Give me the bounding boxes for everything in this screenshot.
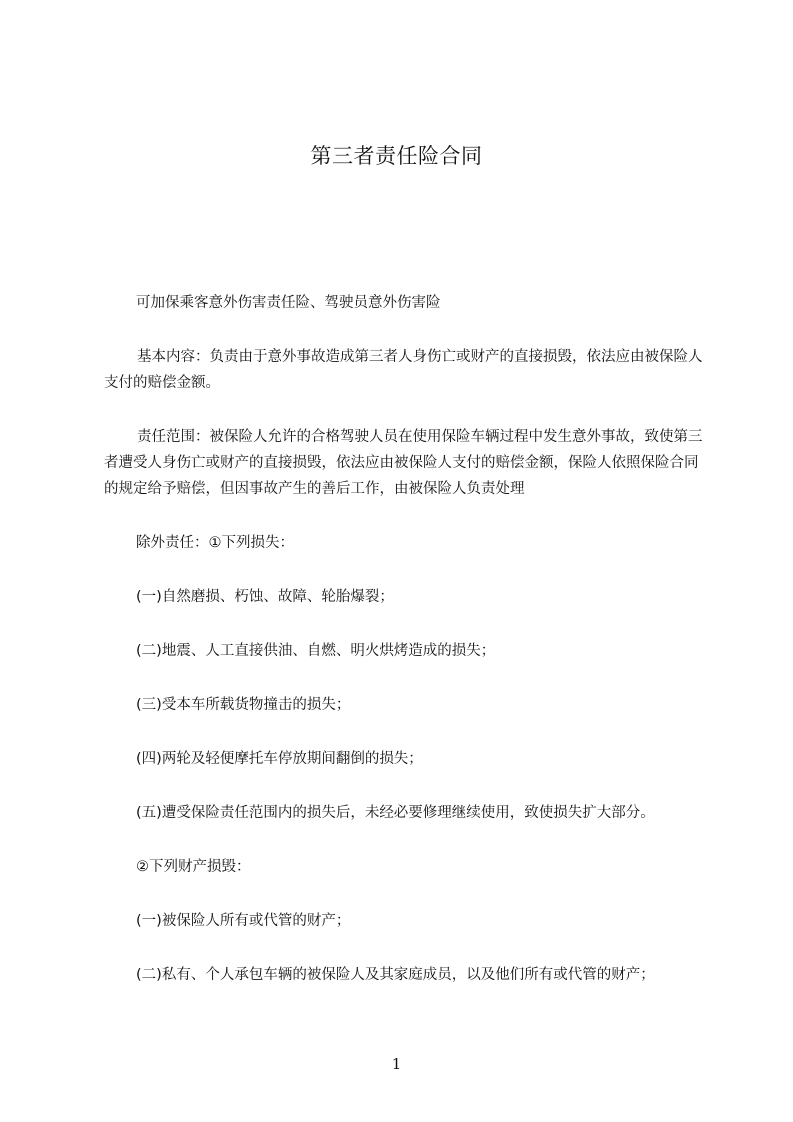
document-title: 第三者责任险合同 [310, 144, 483, 168]
paragraph-additional-coverage: 可加保乘客意外伤害责任险、驾驶员意外伤害险 [136, 295, 441, 311]
list-item: (一)自然磨损、朽蚀、故障、轮胎爆裂； [136, 589, 394, 605]
paragraph-property-damage-heading: ②下列财产损毁： [136, 859, 251, 875]
list-item: (五)遭受保险责任范围内的损失后，未经必要修理继续使用，致使损失扩大部分。 [136, 805, 655, 821]
list-item: (三)受本车所载货物撞击的损失； [136, 697, 351, 713]
list-item: (一)被保险人所有或代管的财产； [136, 913, 351, 929]
page-number: 1 [391, 1055, 402, 1073]
list-item: (四)两轮及轻便摩托车停放期间翻倒的损失； [136, 751, 423, 767]
list-item: (二)私有、个人承包车辆的被保险人及其家庭成员，以及他们所有或代管的财产； [136, 967, 655, 983]
list-item: (二)地震、人工直接供油、自燃、明火烘烤造成的损失； [136, 643, 496, 659]
paragraph-liability-scope: 责任范围：被保险人允许的合格驾驶人员在使用保险车辆过程中发生意外事故，致使第三者遭受人身伤亡或财产的直接损毁，依法应由被保险人支付的赔偿金额，保险人依照保险合同的规定给予赔偿，但因事故产生的善后工作，由被保险人负责处理 [104, 429, 703, 497]
paragraph-basic-content: 基本内容：负责由于意外事故造成第三者人身伤亡或财产的直接损毁，依法应由被保险人支付的赔偿金额。 [104, 349, 703, 391]
document-body [104, 290, 704, 1016]
paragraph-exclusions-heading: 除外责任：①下列损失： [136, 535, 294, 551]
